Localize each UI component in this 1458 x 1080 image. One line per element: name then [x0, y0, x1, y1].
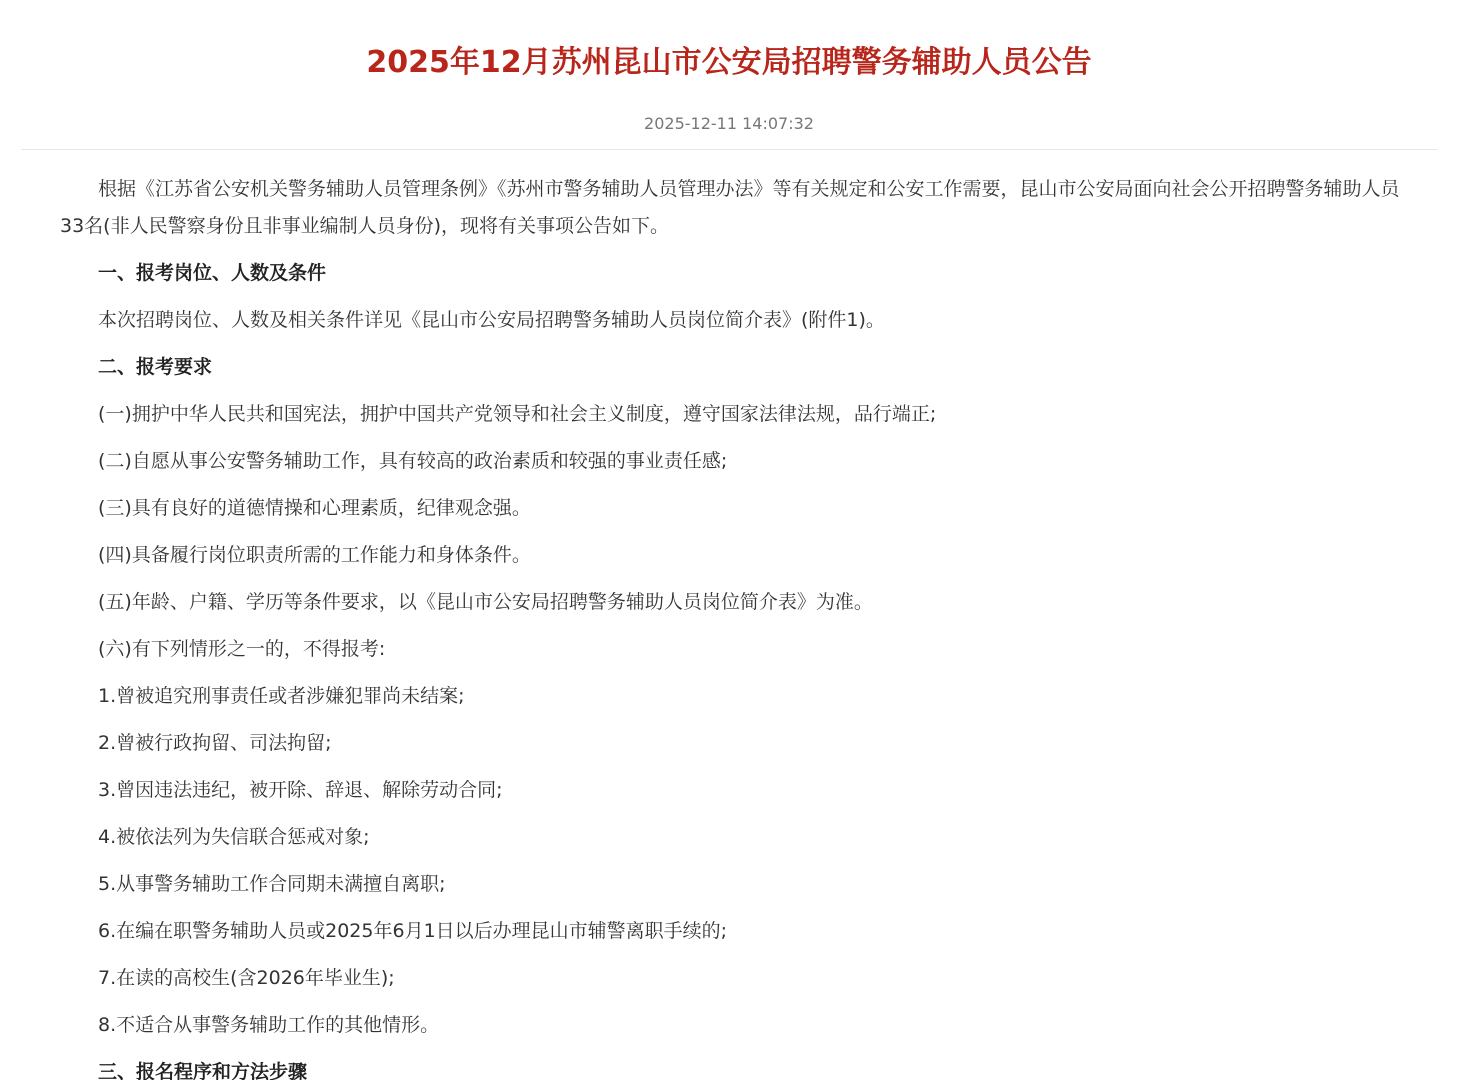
section-heading-positions: 一、报考岗位、人数及条件 — [98, 262, 327, 284]
exclusion-item: 2.曾被行政拘留、司法拘留; — [98, 732, 332, 754]
requirement-item: (三)具有良好的道德情操和心理素质，纪律观念强。 — [98, 497, 531, 519]
section-heading-registration: 三、报名程序和方法步骤 — [98, 1061, 308, 1080]
requirement-item: (五)年龄、户籍、学历等条件要求，以《昆山市公安局招聘警务辅助人员岗位简介表》为准。 — [98, 591, 873, 613]
article-body — [60, 171, 1400, 1080]
exclusion-item: 8.不适合从事警务辅助工作的其他情形。 — [98, 1014, 440, 1036]
intro-paragraph: 根据《江苏省公安机关警务辅助人员管理条例》《苏州市警务辅助人员管理办法》等有关规定和公安工作需要，昆山市公安局面向社会公开招聘警务辅助人员33名(非人民警察身份且非事业编制人员身份)，现将有关事项公告如下。 — [60, 178, 1400, 237]
exclusion-item: 1.曾被追究刑事责任或者涉嫌犯罪尚未结案; — [98, 685, 465, 707]
exclusion-item: 7.在读的高校生(含2026年毕业生); — [98, 967, 395, 989]
exclusion-item: 5.从事警务辅助工作合同期未满擅自离职; — [98, 873, 446, 895]
requirement-item: (二)自愿从事公安警务辅助工作，具有较高的政治素质和较强的事业责任感; — [98, 450, 728, 472]
publish-time: 2025-12-11 14:07:32 — [644, 114, 814, 133]
exclusion-item: 4.被依法列为失信联合惩戒对象; — [98, 826, 370, 848]
header-divider — [21, 149, 1437, 150]
requirement-item: (一)拥护中华人民共和国宪法，拥护中国共产党领导和社会主义制度，遵守国家法律法规，品行端正; — [98, 403, 937, 425]
section-heading-requirements: 二、报考要求 — [98, 356, 213, 378]
exclusion-item: 6.在编在职警务辅助人员或2025年6月1日以后办理昆山市辅警离职手续的; — [98, 920, 728, 942]
requirement-item: (四)具备履行岗位职责所需的工作能力和身体条件。 — [98, 544, 531, 566]
requirement-item: (六)有下列情形之一的，不得报考: — [98, 638, 386, 660]
exclusion-item: 3.曾因违法违纪，被开除、辞退、解除劳动合同; — [98, 779, 503, 801]
section-paragraph-positions: 本次招聘岗位、人数及相关条件详见《昆山市公安局招聘警务辅助人员岗位简介表》(附件1)。 — [98, 309, 885, 331]
article-title: 2025年12月苏州昆山市公安局招聘警务辅助人员公告 — [366, 45, 1092, 80]
